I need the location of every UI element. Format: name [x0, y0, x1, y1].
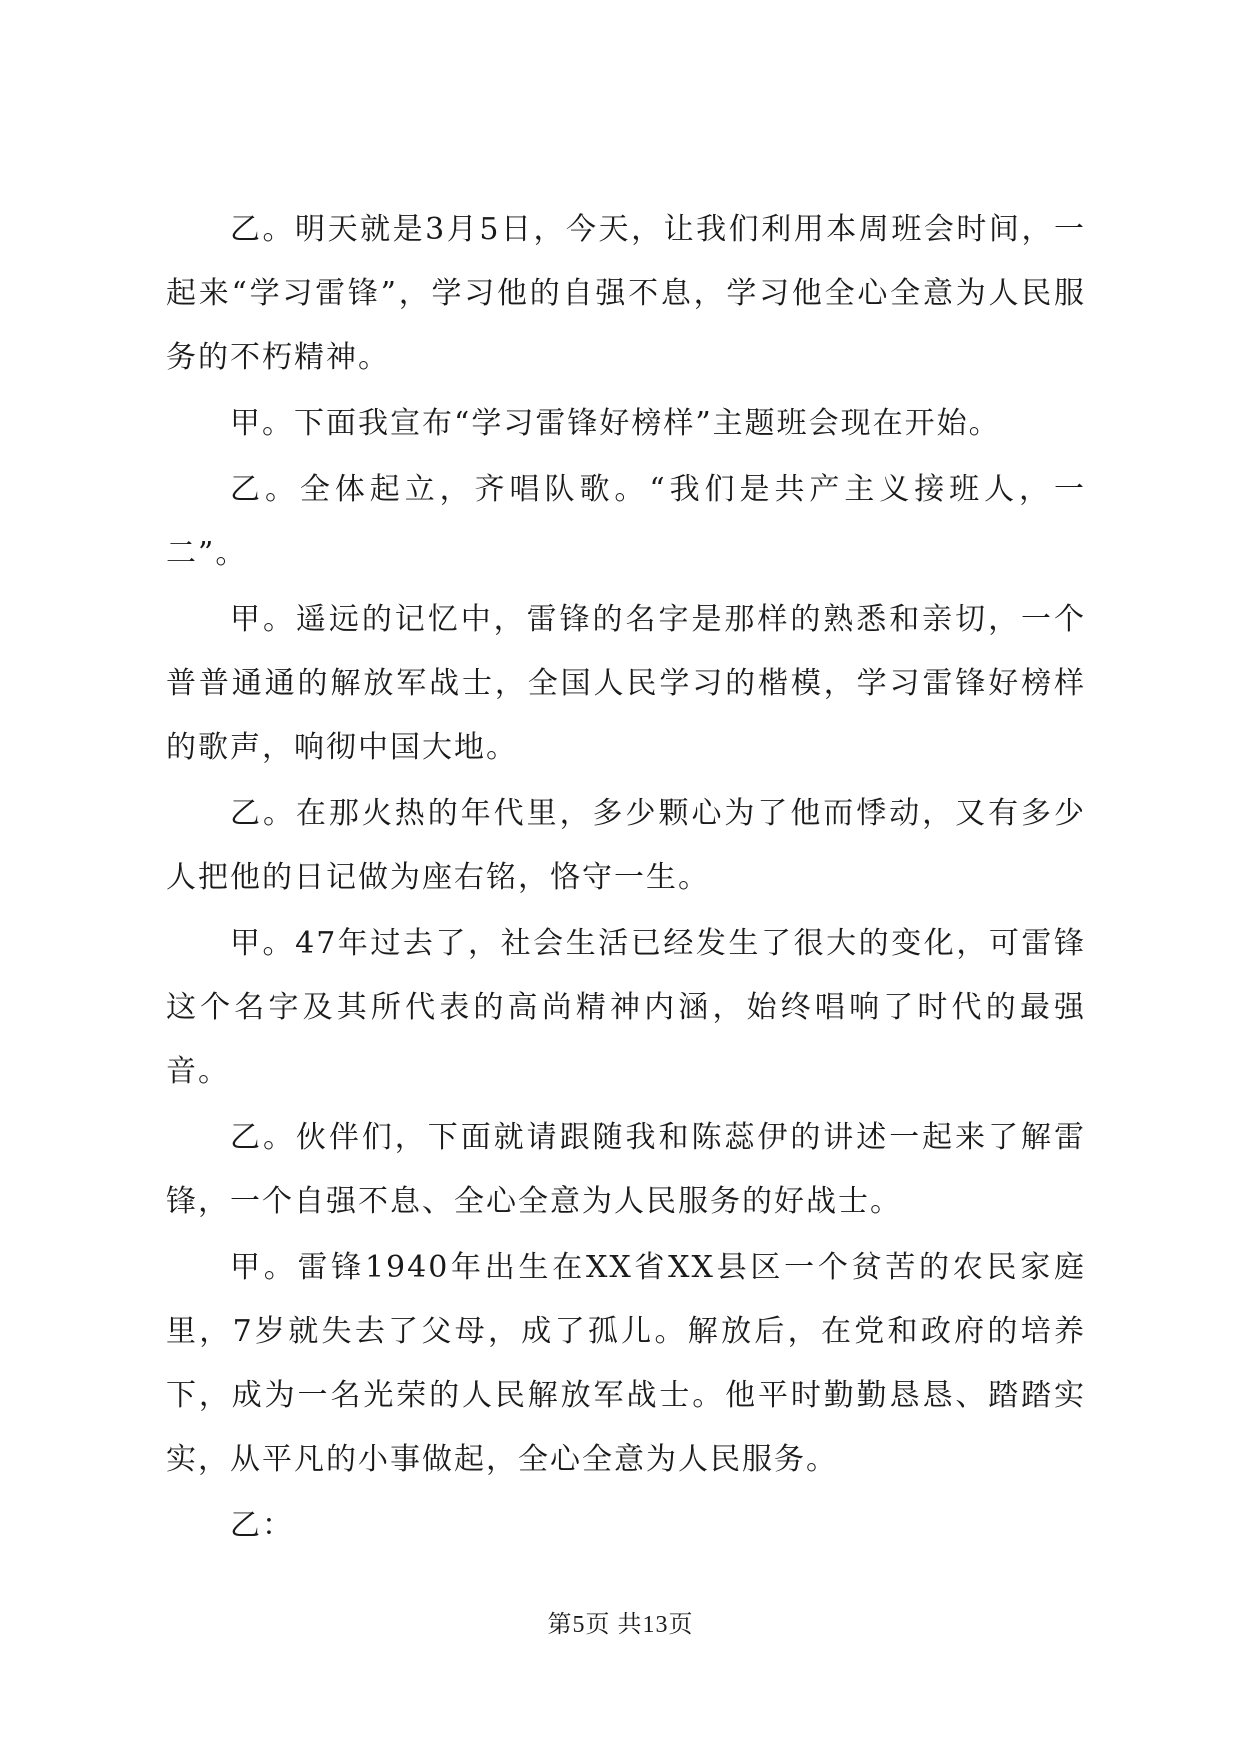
- paragraph-7: 乙。伙伴们，下面就请跟随我和陈蕊伊的讲述一起来了解雷锋，一个自强不息、全心全意为人民服务的好战士。: [166, 1120, 1086, 1219]
- paragraph-2: 甲。下面我宣布“学习雷锋好榜样”主题班会现在开始。: [230, 406, 1001, 441]
- paragraph-5: 乙。在那火热的年代里，多少颗心为了他而悸动，又有多少人把他的日记做为座右铭，恪守一生。: [166, 796, 1086, 895]
- paragraph-1: 乙。明天就是3月5日，今天，让我们利用本周班会时间，一起来“学习雷锋”，学习他的自强不息，学习他全心全意为人民服务的不朽精神。: [166, 212, 1086, 375]
- paragraph-6: 甲。47年过去了，社会生活已经发生了很大的变化，可雷锋这个名字及其所代表的高尚精神内涵，始终唱响了时代的最强音。: [166, 926, 1086, 1089]
- paragraph-4: 甲。遥远的记忆中，雷锋的名字是那样的熟悉和亲切，一个普普通通的解放军战士，全国人民学习的楷模，学习雷锋好榜样的歌声，响彻中国大地。: [166, 602, 1086, 765]
- paragraph-9: 乙：: [230, 1508, 294, 1543]
- page-number-footer: 第5页 共13页: [547, 1612, 694, 1638]
- paragraph-3: 乙。全体起立，齐唱队歌。“我们是共产主义接班人，一二”。: [166, 472, 1086, 571]
- document-body: [166, 198, 1086, 1558]
- paragraph-8: 甲。雷锋1940年出生在XX省XX县区一个贫苦的农民家庭里，7岁就失去了父母，成了孤儿。解放后，在党和政府的培养下，成为一名光荣的人民解放军战士。他平时勤勤恳恳、踏踏实实，从平凡的小事做起，全心全意为人民服务。: [166, 1250, 1086, 1477]
